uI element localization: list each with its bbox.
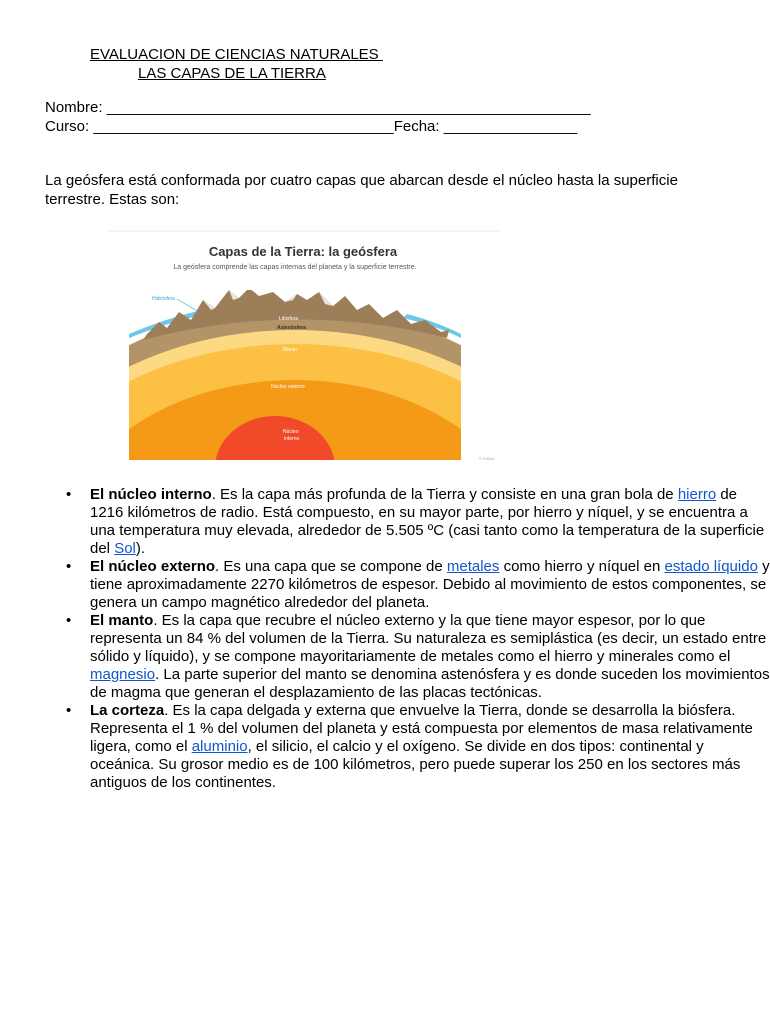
bullet-icon: • [66, 558, 72, 575]
list-item [66, 612, 770, 702]
link-magnesio[interactable]: magnesio [90, 666, 156, 683]
earth-layers-figure [107, 230, 500, 464]
label-astenosfera: Astenósfera [277, 325, 306, 331]
curso-line [45, 118, 577, 135]
figure-subtitle: La geósfera comprende las capas internas del planeta y la superficie terrestre. [173, 264, 417, 271]
label-nucleo-externo: Núcleo externo [271, 384, 305, 390]
item-text: . La parte superior del manto se denomina astenósfera y es donde suceden los movimientos de magma que generan el desplazamiento de las placas tectónicas. [90, 666, 770, 701]
bullet-icon: • [66, 486, 72, 503]
label-hidrosfera: Hidrósfera [152, 296, 176, 302]
link-aluminio[interactable]: aluminio [191, 738, 248, 755]
item-heading: El núcleo interno [90, 486, 212, 503]
nombre-blank[interactable]: __________________________________________________________ [102, 99, 591, 116]
item-heading: El núcleo externo [90, 558, 216, 575]
bullet-icon: • [66, 702, 72, 719]
list-item [66, 486, 770, 558]
bullet-icon: • [66, 612, 72, 629]
item-text: . Es una capa que se compone de [215, 558, 447, 575]
curso-blank[interactable]: ____________________________________ [89, 118, 394, 135]
page-subtitle: LAS CAPAS DE LA TIERRA [138, 65, 326, 82]
item-text: . Es la capa delgada y externa que envuelve la Tierra, donde se desarrolla la biósfera. Representa el 1 % del volumen del planeta y está compuesta por elementos de masa relativamente ligera, como el [90, 702, 753, 755]
intro-paragraph: La geósfera está conformada por cuatro capas que abarcan desde el núcleo hasta la superficie terrestre. Estas son: [45, 172, 678, 208]
item-heading: La corteza [90, 702, 165, 719]
label-litosfera: Litósfera [279, 316, 299, 322]
link-metales[interactable]: metales [446, 558, 500, 575]
curso-label: Curso: [45, 118, 90, 135]
label-manto: Manto [283, 347, 297, 353]
link-estado-liquido[interactable]: estado líquido [664, 558, 758, 575]
figure-credit: © Editori [479, 456, 495, 461]
item-text: y tiene aproximadamente 2270 kilómetros de espesor. Debido al movimiento de estos componentes, se genera un campo magnético alrededor del planeta. [90, 558, 770, 611]
item-text: de 1216 kilómetros de radio. Está compuesto, en su mayor parte, por hierro y níquel, y se encuentra a una temperatura muy elevada, alrededor de 5.505 ºC (casi tanto como la temperatura de la superficie del [90, 486, 765, 557]
item-heading: El manto [90, 612, 154, 629]
fecha-blank[interactable]: ________________ [439, 118, 578, 135]
figure-title: Capas de la Tierra: la geósfera [208, 244, 398, 259]
label-nucleo-interno-2: interno [284, 436, 300, 442]
link-hierro[interactable]: hierro [677, 486, 717, 503]
item-text: . Es la capa más profunda de la Tierra y consiste en una gran bola de [211, 486, 678, 503]
fecha-label: Fecha: [393, 118, 440, 135]
layers-list [45, 486, 770, 792]
page-title: EVALUACION DE CIENCIAS NATURALES [90, 46, 383, 63]
earth-layers-illustration [107, 230, 500, 464]
item-text: . Es la capa que recubre el núcleo externo y la que tiene mayor espesor, por lo que representa un 84 % del volumen de la Tierra. Su naturaleza es semiplástica (es decir, un estado entre sólido y líquido), y se compone mayoritariamente de metales como el hierro y minerales como el [90, 612, 767, 665]
nombre-line [45, 99, 591, 116]
label-nucleo-interno-1: Núcleo [283, 429, 299, 435]
list-item [66, 558, 770, 612]
item-text: como hierro y níquel en [499, 558, 665, 575]
link-sol[interactable]: Sol [114, 540, 136, 557]
item-text: ). [135, 540, 146, 557]
item-text: , el silicio, el calcio y el oxígeno. Se divide en dos tipos: continental y oceánica. Su grosor medio es de 100 kilómetros, pero puede superar los 250 en los sectores más antiguos de los continentes. [90, 738, 741, 791]
nombre-label: Nombre: [45, 99, 103, 116]
list-item [66, 702, 770, 792]
